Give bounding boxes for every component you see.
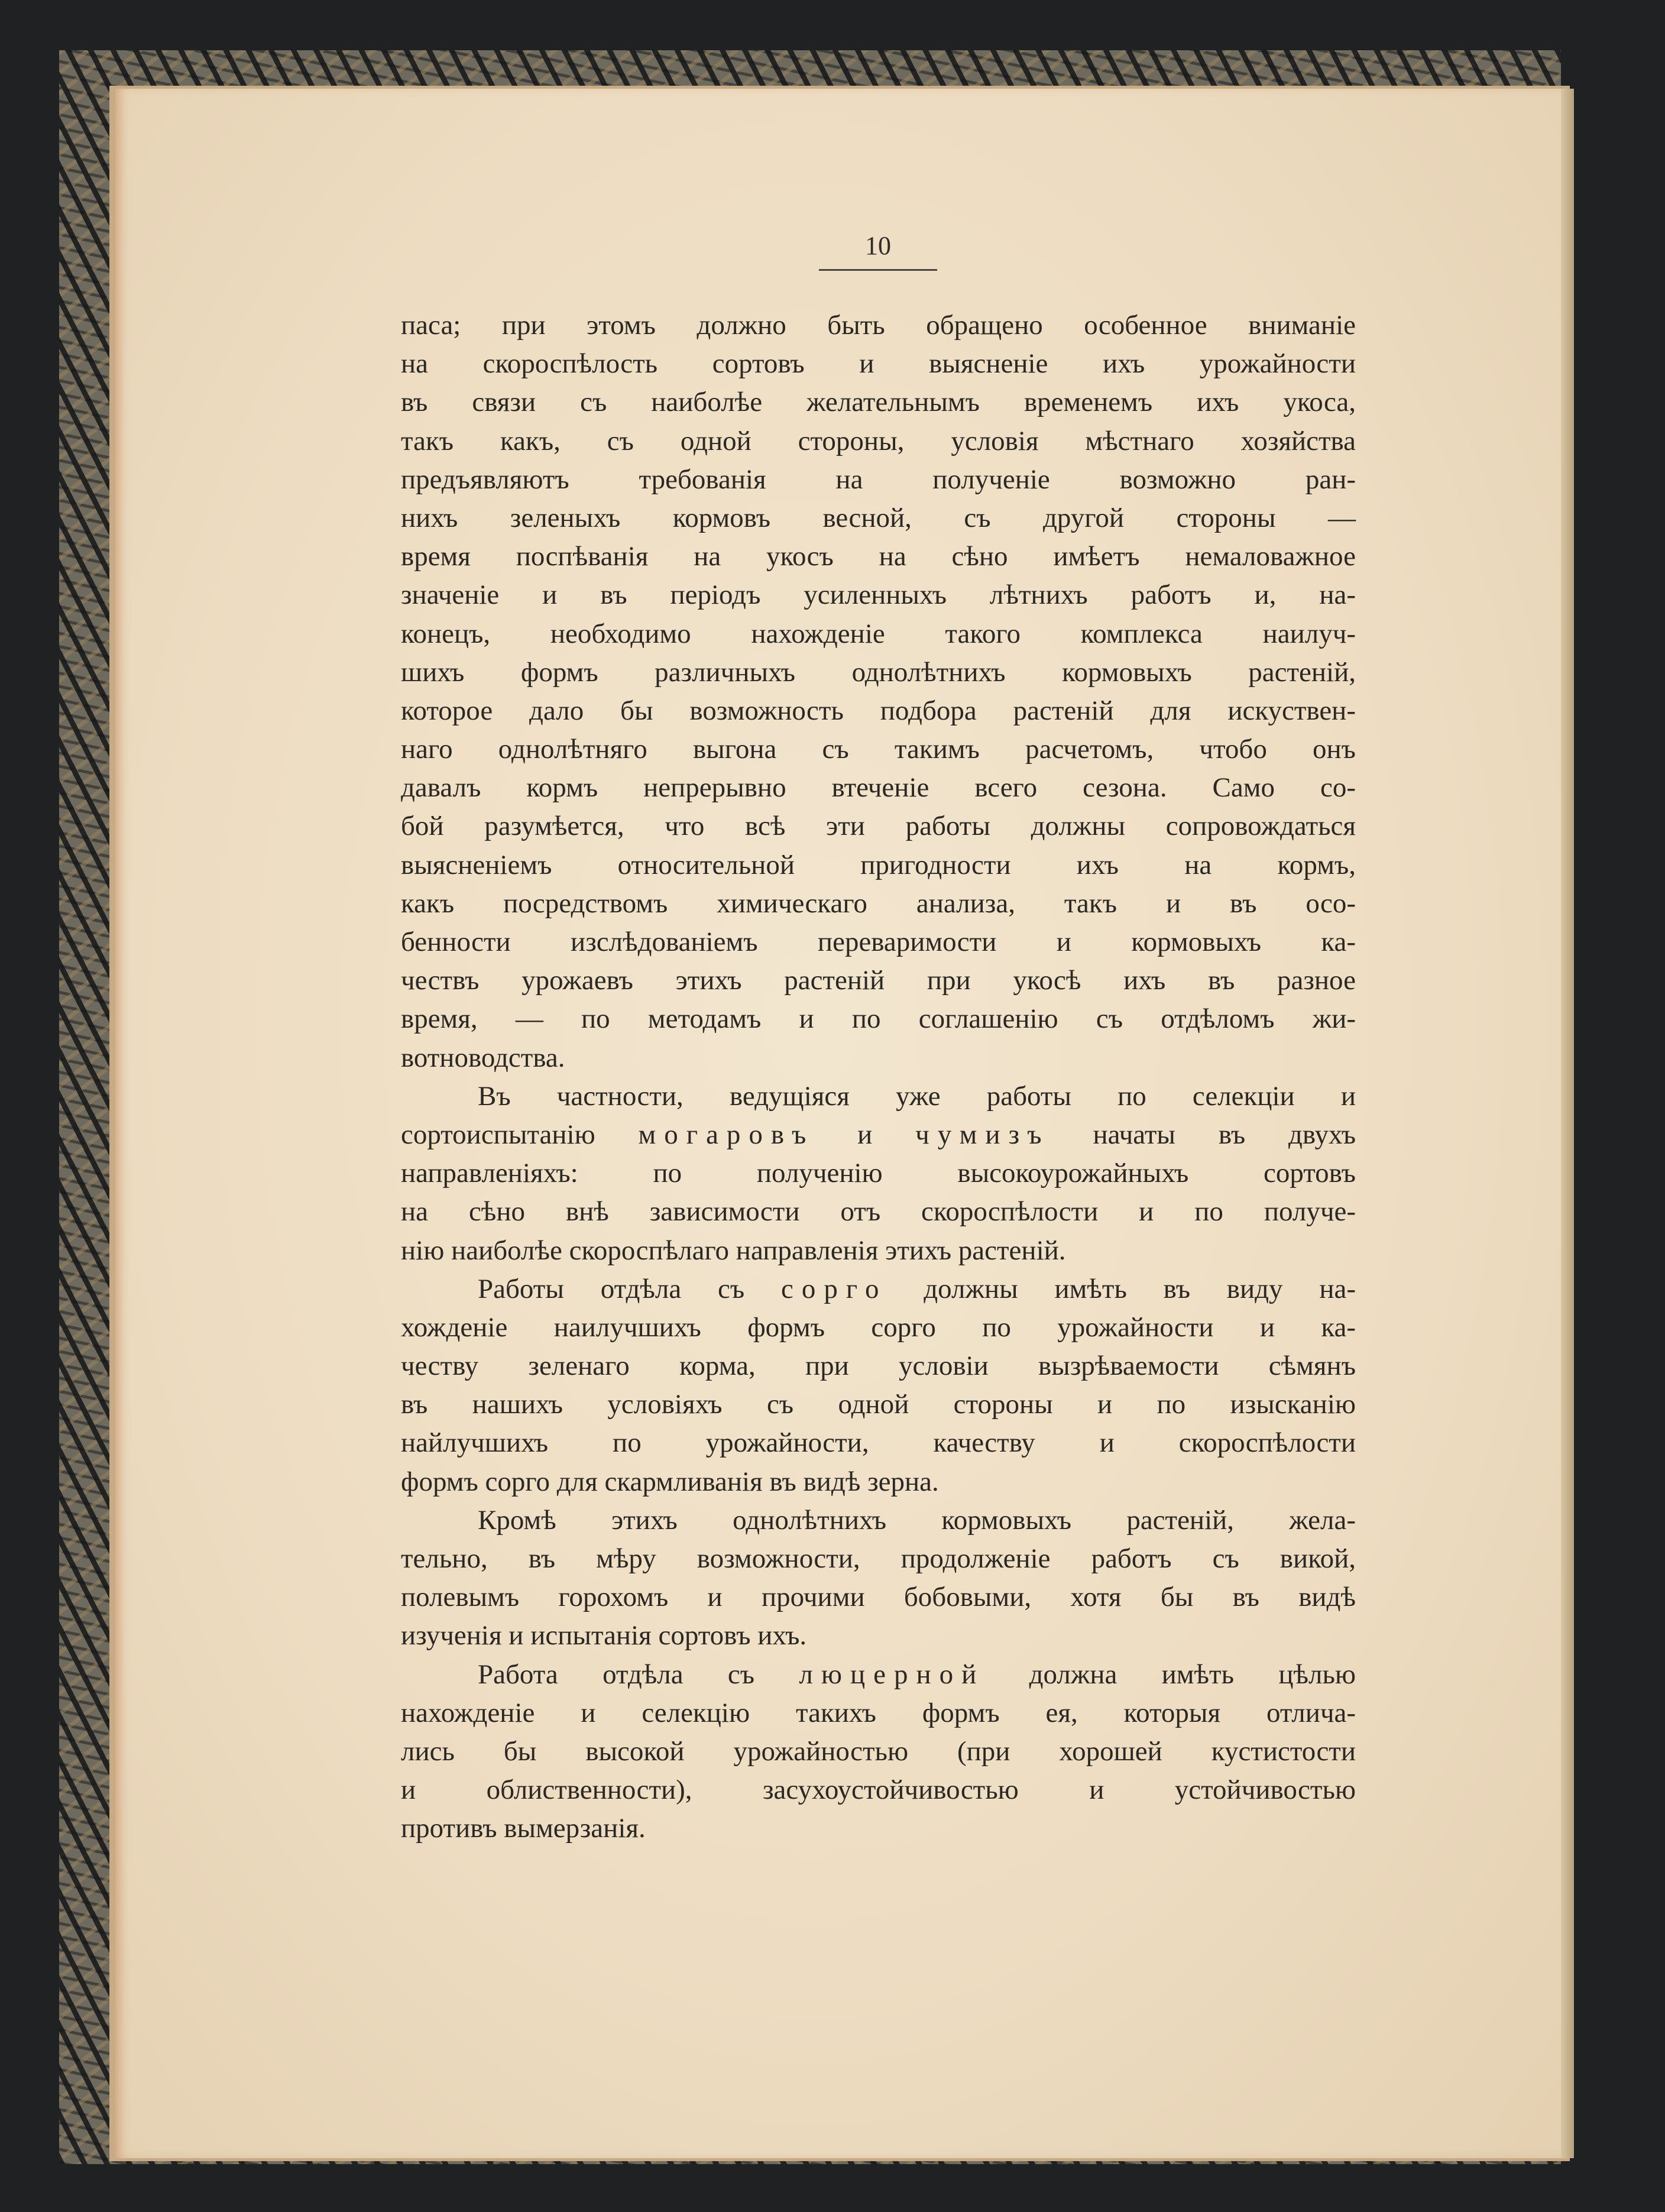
text-fragment: и <box>814 1119 916 1150</box>
text-line: нію наиболѣе скороспѣлаго направленія этихъ растеній. <box>401 1235 1066 1266</box>
text-line <box>401 1656 1356 1694</box>
text-line: полевымъ горохомъ и прочими бобовыми, хотя бы въ видѣ <box>401 1582 1356 1613</box>
text-line: изученія и испытанія сортовъ ихъ. <box>401 1620 807 1651</box>
spaced-term: могаровъ <box>638 1119 815 1150</box>
text-fragment: Работа отдѣла съ <box>478 1659 799 1690</box>
text-line: время поспѣванія на укосъ на сѣно имѣетъ немаловажное <box>401 541 1356 572</box>
text-line: направленіяхъ: по полученію высокоурожайныхъ сортовъ <box>401 1158 1356 1189</box>
text-line: нахожденіе и селекцію такихъ формъ ея, которыя отлича- <box>401 1697 1356 1728</box>
text-line: на скороспѣлость сортовъ и выясненіе ихъ урожайности <box>401 348 1356 380</box>
text-fragment: сортоиспытанію <box>401 1119 639 1150</box>
text-line: Кромѣ этихъ однолѣтнихъ кормовыхъ растеній, жела- <box>478 1504 1356 1536</box>
spaced-term: чумизъ <box>915 1119 1050 1150</box>
text-line <box>401 1116 1356 1154</box>
text-line: какъ посредствомъ химическаго анализа, такъ и въ осо- <box>401 888 1356 919</box>
text-fragment: должна имѣть цѣлью <box>984 1659 1356 1690</box>
text-line: найлучшихъ по урожайности, качеству и скороспѣлости <box>401 1427 1356 1459</box>
text-line: такъ какъ, съ одной стороны, условія мѣстнаго хозяйства <box>401 425 1356 456</box>
text-line: время, — по методамъ и по соглашенію съ отдѣломъ жи- <box>401 1003 1356 1035</box>
text-line: формъ сорго для скармливанія въ видѣ зерна. <box>401 1466 939 1497</box>
text-line: бой разумѣется, что всѣ эти работы должны сопровождаться <box>401 811 1356 842</box>
text-line: Въ частности, ведущіяся уже работы по селекціи и <box>478 1080 1356 1112</box>
text-line: нихъ зеленыхъ кормовъ весной, съ другой стороны — <box>401 502 1356 533</box>
text-line: которое дало бы возможность подбора растеній для искуствен- <box>401 695 1356 726</box>
text-line: предъявляютъ требованія на полученіе возможно ран- <box>401 464 1356 495</box>
text-line: шихъ формъ различныхъ однолѣтнихъ кормовыхъ растеній, <box>401 656 1356 688</box>
text-line: паса; при этомъ должно быть обращено особенное вниманіе <box>401 310 1356 341</box>
text-line: чествъ урожаевъ этихъ растеній при укосѣ ихъ въ разное <box>401 965 1356 996</box>
text-line <box>401 1270 1356 1309</box>
text-line: тельно, въ мѣру возможности, продолженіе работъ съ викой, <box>401 1543 1356 1574</box>
text-line: наго однолѣтняго выгона съ такимъ расчетомъ, чтобо онъ <box>401 734 1356 765</box>
spaced-term: сорго <box>781 1273 887 1304</box>
page-edge <box>1561 89 1574 2158</box>
text-line: честву зеленаго корма, при условіи вызрѣваемости сѣмянъ <box>401 1350 1356 1382</box>
text-line: въ нашихъ условіяхъ съ одной стороны и по изысканію <box>401 1389 1356 1420</box>
page-number: 10 <box>865 231 891 260</box>
text-line: на сѣно внѣ зависимости отъ скороспѣлости и по получе- <box>401 1196 1356 1228</box>
header-rule <box>819 269 937 271</box>
text-fragment: Работы отдѣла съ <box>478 1273 781 1304</box>
text-line: лись бы высокой урожайностью (при хорошей кустистости <box>401 1735 1356 1767</box>
text-line: въ связи съ наиболѣе желательнымъ временемъ ихъ укоса, <box>401 387 1356 418</box>
text-line: противъ вымерзанія. <box>401 1813 646 1844</box>
text-line: бенности изслѣдованіемъ переваримости и кормовыхъ ка- <box>401 927 1356 957</box>
text-line: давалъ кормъ непрерывно втеченіе всего сезона. Само со- <box>401 772 1356 804</box>
text-line: и облиственности), засухоустойчивостью и устойчивостью <box>401 1774 1356 1806</box>
text-fragment: начаты въ двухъ <box>1049 1119 1356 1150</box>
spaced-term: люцерной <box>799 1659 985 1690</box>
text-fragment: должны имѣть въ виду на- <box>887 1273 1356 1304</box>
body-text <box>401 306 1356 1848</box>
text-line: хожденіе наилучшихъ формъ сорго по урожайности и ка- <box>401 1311 1356 1343</box>
text-line: конецъ, необходимо нахожденіе такого комплекса наилуч- <box>401 618 1356 649</box>
text-line: значеніе и въ періодъ усиленныхъ лѣтнихъ работъ и, на- <box>401 579 1356 611</box>
text-line: выясненіемъ относительной пригодности ихъ на кормъ, <box>401 849 1356 880</box>
text-line: вотноводства. <box>401 1042 565 1073</box>
